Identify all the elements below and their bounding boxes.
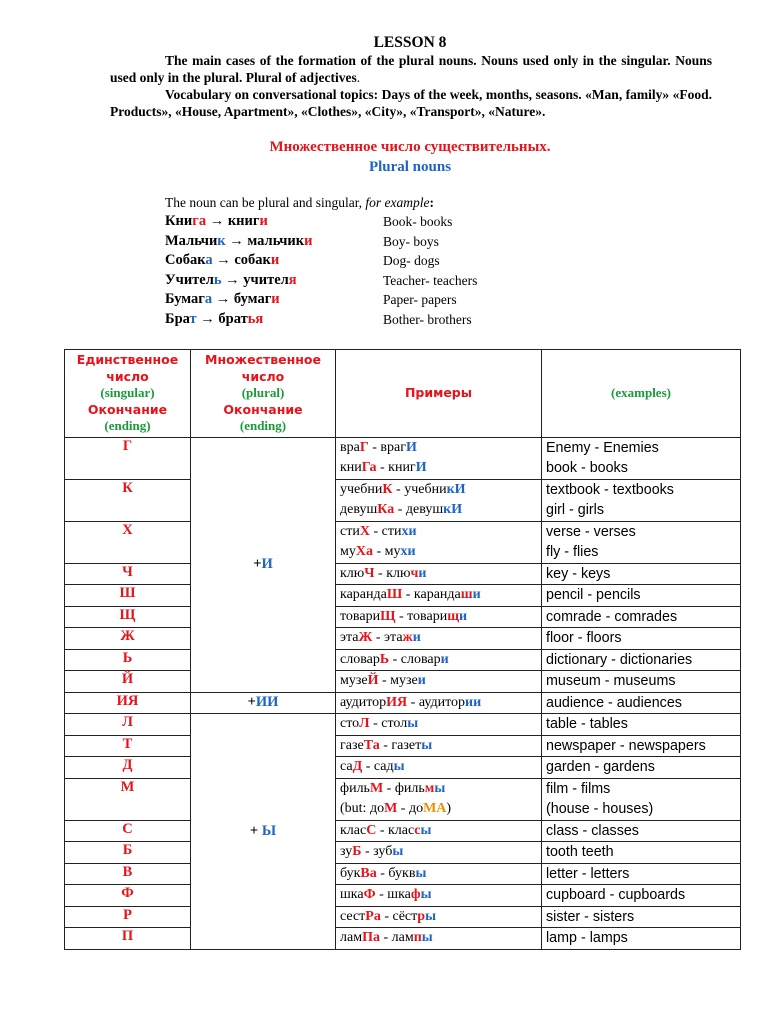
intro-paragraph-2: Vocabulary on conversational topics: Days of the week, months, seasons. «Man, family» «Food. Products», «House, Apartment», «Clothes», «City», «Transport», «Nature». xyxy=(110,87,712,119)
example-line: карандаШ - карандаши xyxy=(340,587,481,602)
translation-line: (house - houses) xyxy=(546,801,654,817)
example-cell xyxy=(336,885,542,907)
example-line: шкаФ - шкафы xyxy=(340,887,432,902)
table-row xyxy=(65,714,741,736)
header-examples-en: (examples) xyxy=(542,350,741,438)
example-line: словарЬ - словари xyxy=(340,651,449,667)
example-intro-italic: for example xyxy=(365,195,430,210)
table-row xyxy=(65,479,741,521)
table-row xyxy=(65,820,741,842)
intro-paragraph-1-text: The main cases of the formation of the plural nouns. Nouns used only in the singular. Nouns used only in the plural. Plural of adjectives xyxy=(110,53,712,85)
table-row xyxy=(65,437,741,479)
singular-ending-cell: С xyxy=(65,820,191,842)
translation-line: cupboard - cupboards xyxy=(546,887,686,903)
translation-line: table - tables xyxy=(546,716,628,732)
intro-paragraph-1 xyxy=(110,52,712,86)
example-cell xyxy=(336,906,542,928)
translation-cell xyxy=(542,842,741,864)
table-row xyxy=(65,585,741,607)
example-line: товариЩ - товарищи xyxy=(340,608,468,624)
translation-line: fly - flies xyxy=(546,544,599,560)
translation-cell xyxy=(542,628,741,650)
example-line: музеЙ - музеи xyxy=(340,673,426,688)
table-row xyxy=(65,692,741,714)
example-line: зуБ - зубы xyxy=(340,844,404,859)
example-russian: Брат → братья xyxy=(165,310,264,327)
translation-line: letter - letters xyxy=(546,865,630,882)
example-line: аудиторИЯ - аудитории xyxy=(340,694,482,710)
table-row xyxy=(65,842,741,864)
example-intro-colon: : xyxy=(429,195,435,210)
example-cell xyxy=(336,778,542,820)
singular-ending-cell: ИЯ xyxy=(65,692,191,714)
example-cell xyxy=(336,714,542,736)
table-row xyxy=(65,757,741,779)
example-line: клюЧ - ключи xyxy=(340,565,427,581)
translation-cell xyxy=(542,437,741,479)
table-row xyxy=(65,649,741,671)
example-line: фильМ - фильмы xyxy=(340,780,446,796)
example-line: газеТа - газеты xyxy=(340,737,433,753)
arrow-icon: → xyxy=(229,232,244,249)
translation-cell xyxy=(542,735,741,757)
example-cell xyxy=(336,842,542,864)
translation-line: dictionary - dictionaries xyxy=(546,651,693,668)
singular-ending-cell: Ш xyxy=(65,585,191,607)
example-line: книГа - книгИ xyxy=(340,459,427,475)
translation-line: girl - girls xyxy=(546,502,604,518)
arrow-icon: → xyxy=(200,310,215,327)
header-plural: Множественное число (plural) Окончание (ending) xyxy=(191,350,336,438)
plural-ending-cell: +ИИ xyxy=(191,692,336,714)
translation-line: lamp - lamps xyxy=(546,930,628,946)
heading-russian: Множественное число существительных. xyxy=(269,139,551,155)
translation-cell xyxy=(542,906,741,928)
translation-line: Enemy - Enemies xyxy=(546,439,659,456)
lesson-title: LESSON 8 xyxy=(373,34,447,51)
intro-paragraph-1-tail: . xyxy=(356,70,361,85)
example-cell xyxy=(336,735,542,757)
singular-ending-cell: М xyxy=(65,778,191,820)
plural-ending-cell: + Ы xyxy=(191,714,336,950)
example-cell xyxy=(336,671,542,693)
singular-ending-cell: Щ xyxy=(65,606,191,628)
example-intro xyxy=(165,195,434,211)
example-line: враГ - врагИ xyxy=(340,439,417,455)
example-cell xyxy=(336,649,542,671)
singular-ending-cell: Г xyxy=(65,437,191,479)
example-cell xyxy=(336,757,542,779)
translation-line: textbook - textbooks xyxy=(546,481,674,498)
table-row xyxy=(65,928,741,950)
singular-ending-cell: Ч xyxy=(65,563,191,585)
example-cell xyxy=(336,628,542,650)
table-row xyxy=(65,906,741,928)
translation-cell xyxy=(542,563,741,585)
header-examples-ru: Примеры xyxy=(336,350,542,438)
translation-line: pencil - pencils xyxy=(546,587,641,603)
translation-cell xyxy=(542,671,741,693)
singular-ending-cell: Т xyxy=(65,735,191,757)
table-row xyxy=(65,863,741,885)
singular-ending-cell: Ф xyxy=(65,885,191,907)
example-russian: Мальчик → мальчики xyxy=(165,232,313,249)
table-row xyxy=(65,521,741,563)
example-english: Teacher- teachers xyxy=(383,272,478,288)
example-cell xyxy=(336,692,542,714)
example-russian: Учитель → учителя xyxy=(165,271,297,288)
example-line: девушКа - девушкИ xyxy=(340,501,463,517)
arrow-icon: → xyxy=(215,291,231,308)
example-cell xyxy=(336,585,542,607)
example-cell xyxy=(336,606,542,628)
example-russian: Собака → собаки xyxy=(165,252,280,269)
singular-ending-cell: Б xyxy=(65,842,191,864)
example-english: Dog- dogs xyxy=(383,253,440,269)
example-cell xyxy=(336,863,542,885)
translation-line: newspaper - newspapers xyxy=(546,737,706,754)
header-singular: Единственное число (singular) Окончание (ending) xyxy=(65,350,191,438)
plural-endings-table xyxy=(64,349,741,950)
example-english: Bother- brothers xyxy=(383,311,472,327)
translation-cell xyxy=(542,885,741,907)
table-header-row xyxy=(65,350,741,438)
singular-ending-cell: Й xyxy=(65,671,191,693)
plural-ending-cell: +И xyxy=(191,437,336,692)
translation-cell xyxy=(542,521,741,563)
table-row xyxy=(65,885,741,907)
intro-block xyxy=(110,52,712,120)
translation-line: sister - sisters xyxy=(546,908,635,925)
example-line: (but: доМ - доМА) xyxy=(340,800,452,816)
translation-cell xyxy=(542,863,741,885)
example-cell xyxy=(336,563,542,585)
translation-line: class - classes xyxy=(546,822,639,839)
arrow-icon: → xyxy=(225,271,240,288)
example-english: Book- books xyxy=(383,214,453,229)
translation-line: tooth teeth xyxy=(546,844,614,860)
translation-cell xyxy=(542,714,741,736)
example-line: стиХ - стихи xyxy=(340,523,417,539)
singular-ending-cell: Ж xyxy=(65,628,191,650)
translation-cell xyxy=(542,585,741,607)
example-line: класС - классы xyxy=(340,822,432,838)
table-body xyxy=(65,437,741,949)
example-english: Paper- papers xyxy=(383,292,457,308)
singular-ending-cell: Ь xyxy=(65,649,191,671)
translation-cell xyxy=(542,606,741,628)
example-line: букВа - буквы xyxy=(340,865,427,881)
table-row xyxy=(65,563,741,585)
translation-cell xyxy=(542,778,741,820)
example-russian: Книга → книги xyxy=(165,213,268,229)
example-cell xyxy=(336,820,542,842)
arrow-icon: → xyxy=(209,213,225,229)
singular-ending-cell: П xyxy=(65,928,191,950)
example-line: этаЖ - этажи xyxy=(340,630,421,645)
translation-line: book - books xyxy=(546,460,628,476)
table-row xyxy=(65,606,741,628)
example-line: стоЛ - столы xyxy=(340,716,419,731)
translation-line: key - keys xyxy=(546,565,611,582)
singular-ending-cell: В xyxy=(65,863,191,885)
example-cell xyxy=(336,479,542,521)
example-cell xyxy=(336,521,542,563)
translation-cell xyxy=(542,820,741,842)
translation-line: garden - gardens xyxy=(546,759,655,775)
singular-ending-cell: К xyxy=(65,479,191,521)
example-line: учебниК - учебникИ xyxy=(340,481,466,497)
example-line: муХа - мухи xyxy=(340,543,416,559)
example-line: саД - сады xyxy=(340,759,405,774)
example-intro-text: The noun can be plural and singular, xyxy=(165,195,363,210)
arrow-icon: → xyxy=(216,252,231,269)
singular-ending-cell: Х xyxy=(65,521,191,563)
translation-cell xyxy=(542,928,741,950)
translation-line: floor - floors xyxy=(546,630,622,646)
translation-line: museum - museums xyxy=(546,673,676,689)
translation-line: film - films xyxy=(546,780,611,797)
example-english: Boy- boys xyxy=(383,233,439,249)
example-russian: Бумага → бумаги xyxy=(165,291,280,308)
example-line: сестРа - сёстры xyxy=(340,908,436,924)
translation-cell xyxy=(542,757,741,779)
singular-ending-cell: Д xyxy=(65,757,191,779)
table-row xyxy=(65,735,741,757)
translation-line: audience - audiences xyxy=(546,694,682,711)
translation-line: verse - verses xyxy=(546,523,636,540)
translation-cell xyxy=(542,479,741,521)
translation-line: comrade - comrades xyxy=(546,608,678,625)
table-row xyxy=(65,778,741,820)
example-cell xyxy=(336,928,542,950)
singular-ending-cell: Р xyxy=(65,906,191,928)
heading-english: Plural nouns xyxy=(368,159,452,175)
example-cell xyxy=(336,437,542,479)
singular-ending-cell: Л xyxy=(65,714,191,736)
table-row xyxy=(65,671,741,693)
table-row xyxy=(65,628,741,650)
example-line: ламПа - лампы xyxy=(340,930,433,945)
translation-cell xyxy=(542,692,741,714)
translation-cell xyxy=(542,649,741,671)
